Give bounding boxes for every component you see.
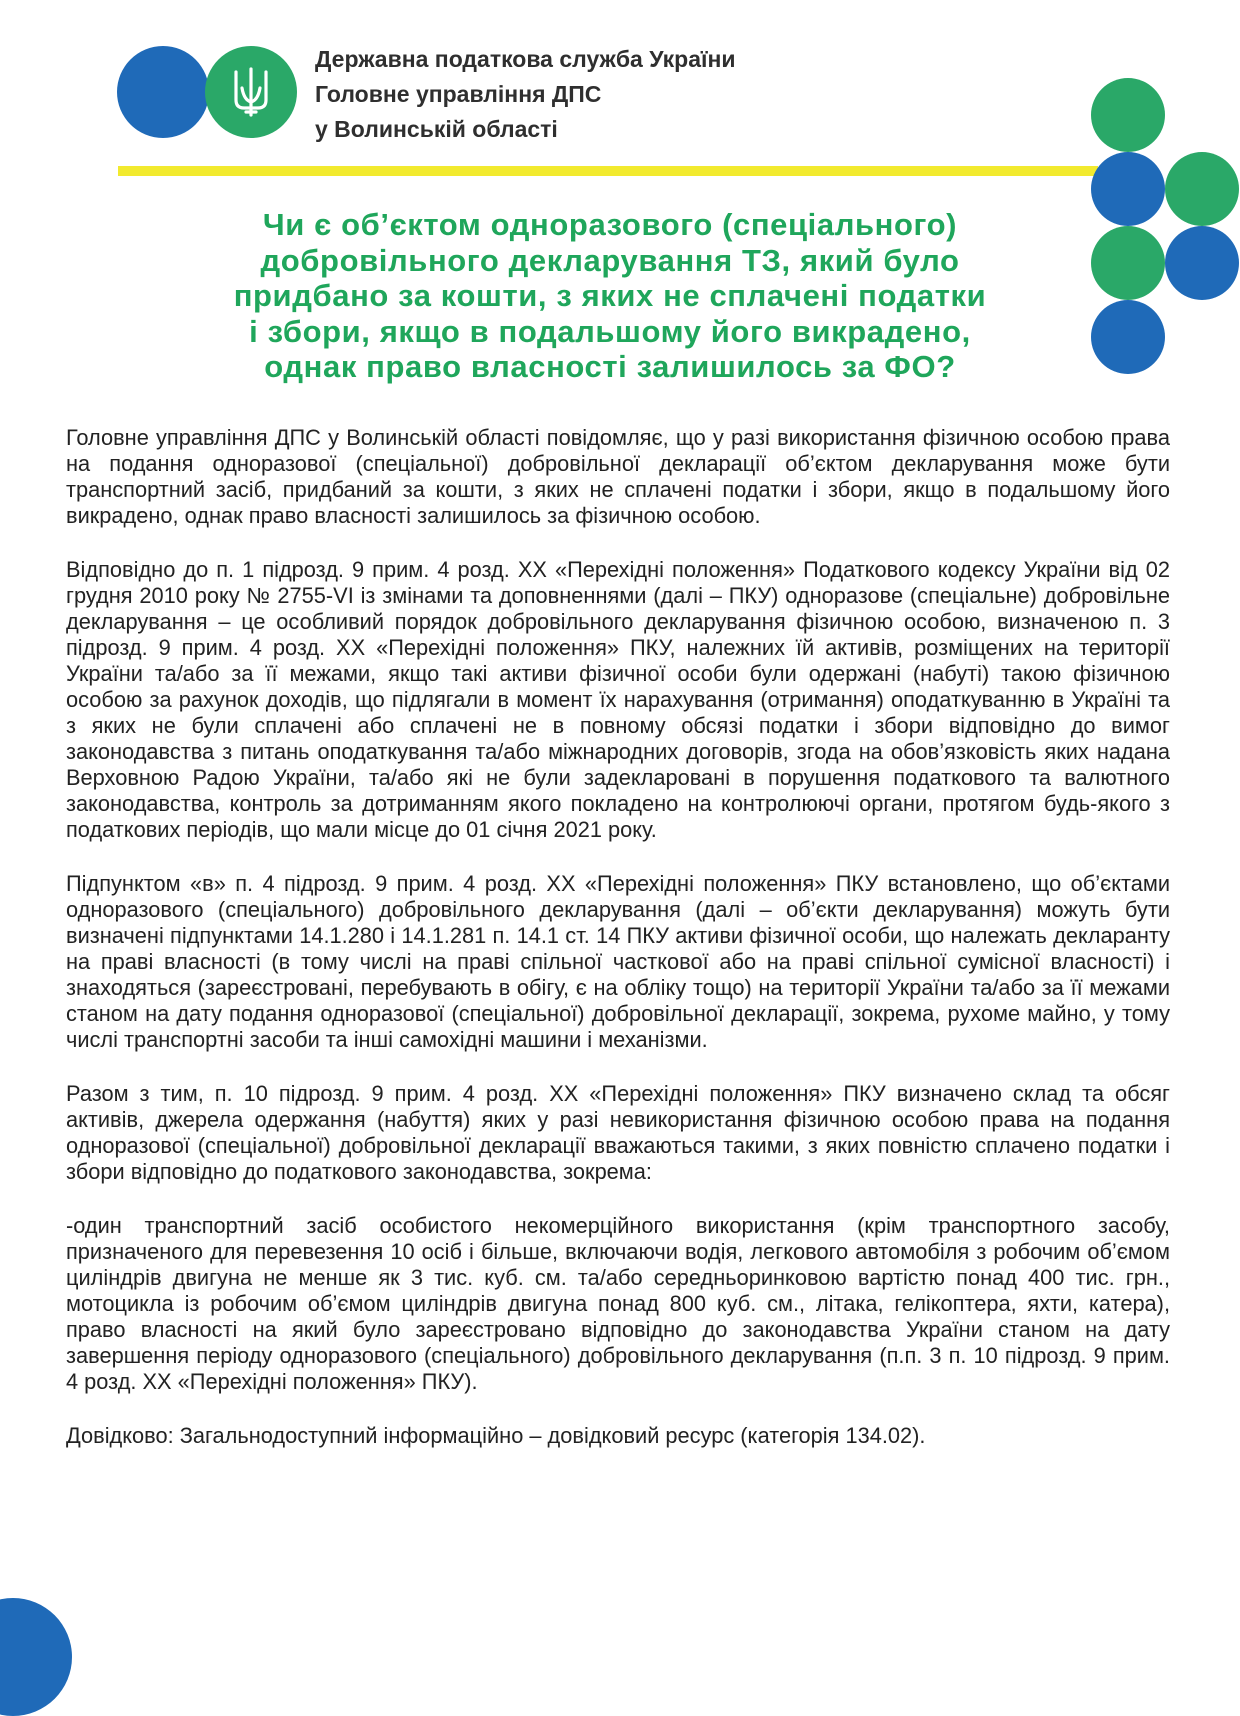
decor-circle-blue-2 [1165, 226, 1239, 300]
title-line-3: придбано за кошти, з яких не сплачені податки [233, 278, 987, 313]
paragraph-intro: Головне управління ДПС у Волинській області повідомляє, що у разі використання фізичною особою права на подання одноразової (спеціальної) добровільної декларації об’єктом декларування може бути транспортний засіб, придбаний за кошти, з яких не сплачені податки і збори, якщо в подальшому його викрадено, однак право власності залишилось за фізичною особою. [66, 425, 1170, 528]
paragraph-assets: Разом з тим, п. 10 підрозд. 9 прим. 4 розд. XX «Перехідні положення» ПКУ визначено склад та обсяг активів, джерела одержання (набуття) яких у разі невикористання фізичною особою права на подання одноразової (спеціальної) добровільної декларації вважаються такими, з яких повністю сплачено податки і збори відповідно до податкового законодавства, зокрема: [66, 1081, 1170, 1184]
reference-note: Довідково: Загальнодоступний інформаційно – довідковий ресурс (категорія 134.02). [66, 1423, 926, 1448]
tryzub-emblem-icon [232, 66, 270, 118]
title-line-4: і збори, якщо в подальшому його викрадено, [249, 313, 971, 349]
title-line-1: Чи є об’єктом одноразового (спеціального) [262, 207, 958, 242]
page-title [110, 207, 1110, 385]
org-line-3: у Волинській області [315, 116, 558, 142]
paragraph-objects: Підпунктом «в» п. 4 підрозд. 9 прим. 4 розд. XX «Перехідні положення» ПКУ встановлено, що об’єктами одноразового (спеціального) добровільного декларування (далі – об’єкти декларування) можуть бути визначені підпунктами 14.1.280 і 14.1.281 п. 14.1 ст. 14 ПКУ активи фізичної особи, що належать декларанту на праві власності (в тому числі на праві спільної часткової або на праві спільної сумісної власності) і знаходяться (зареєстровані, перебувають в обігу, є на обліку тощо) на території України та/або за її межами станом на дату подання одноразової (спеціальної) добровільної декларації, зокрема, рухоме майно, у тому числі транспортні засоби та інші самохідні машини і механізми. [66, 871, 1170, 1052]
paragraph-definition: Відповідно до п. 1 підрозд. 9 прим. 4 розд. XX «Перехідні положення» Податкового кодексу України від 02 грудня 2010 року № 2755-VI із змінами та доповненнями (далі – ПКУ) одноразове (спеціальне) добровільне декларування – це особливий порядок добровільного декларування фізичною особою, визначеною п. 3 підрозд. 9 прим. 4 розд. XX «Перехідні положення» ПКУ, належних їй активів, розміщених на території України та/або за її межами, якщо такі активи фізичної особи були одержані (набуті) такою фізичною особою за рахунок доходів, що підлягали в момент їх нарахування (отримання) оподаткуванню в Україні та з яких не були сплачені або сплачені не в повному обсязі податки і збори відповідно до вимог законодавства з питань оподаткування та/або міжнародних договорів, згода на обов’язковість яких надана Верховною Радою України, та/або які не були задекларовані в порушення податкового та валютного законодавства, контроль за дотриманням якого покладено на контролюючі органи, протягом будь-якого з податкових періодів, що мали місце до 01 січня 2021 року. [66, 557, 1170, 842]
logo-badge [205, 46, 297, 138]
yellow-divider [118, 166, 1098, 176]
title-line-2: добровільного декларування ТЗ, який було [260, 242, 960, 278]
decor-circle-green-1 [1091, 78, 1165, 152]
title-line-5: однак право власності залишилось за ФО? [264, 349, 956, 384]
org-line-2: Головне управління ДПС [315, 81, 602, 107]
decor-circle-blue-footer [0, 1598, 72, 1716]
paragraph-vehicle-item: -один транспортний засіб особистого некомерційного використання (крім транспортного засобу, призначеного для перевезення 10 осіб і більше, включаючи водія, легкового автомобіля з робочим об’ємом циліндрів двигуна не менше як 3 тис. куб. см. та/або середньоринковою вартістю понад 400 тис. грн., мотоцикла із робочим об’ємом циліндрів двигуна понад 800 куб. см., літака, гелікоптера, яхти, катера), право власності на який було зареєстровано відповідно до законодавства України станом на дату завершення періоду одноразового (спеціального) добровільного декларування (п.п. 3 п. 10 підрозд. 9 прим. 4 розд. XX «Перехідні положення» ПКУ). [66, 1213, 1170, 1394]
org-line-1: Державна податкова служба України [315, 46, 736, 72]
organization-name [315, 42, 736, 147]
article-body [66, 425, 1170, 1449]
decor-circle-blue-header [117, 46, 209, 138]
decor-circle-green-2 [1165, 152, 1239, 226]
